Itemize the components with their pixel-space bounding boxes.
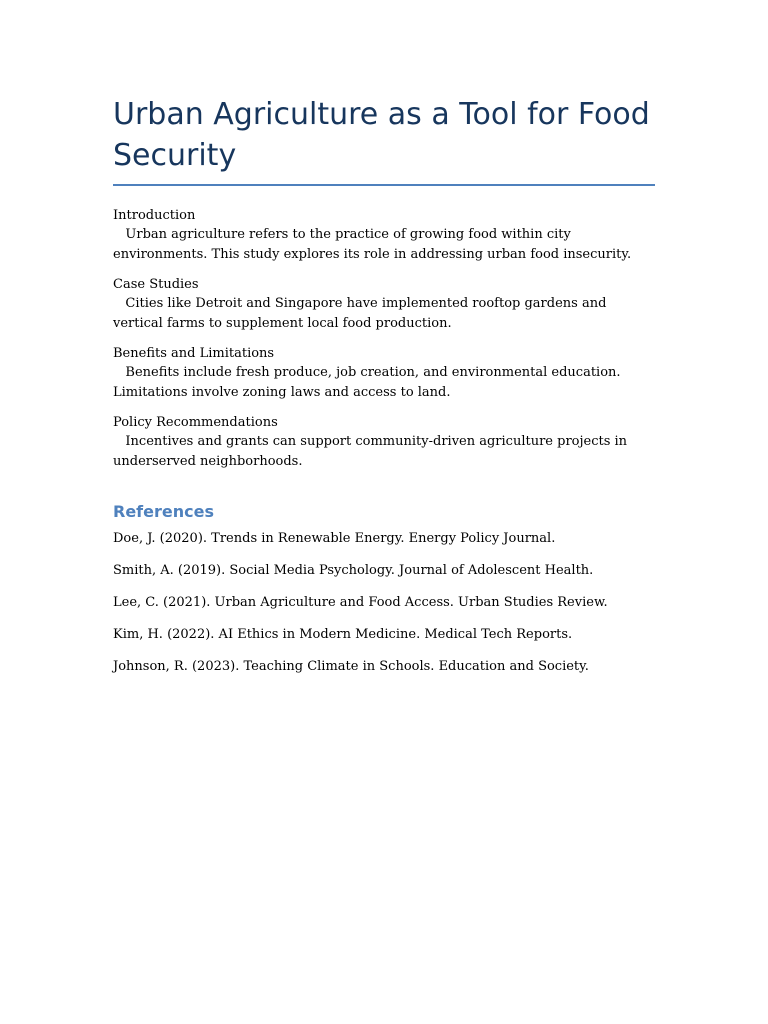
section-body: Benefits include fresh produce, job creation, and environmental education. Limitations involve zoning laws and access to land. bbox=[113, 365, 625, 400]
section-body: Incentives and grants can support community-driven agriculture projects in underserved neighborhoods. bbox=[113, 434, 632, 469]
document-title: Urban Agriculture as a Tool for Food Security bbox=[113, 94, 655, 186]
section-heading: Policy Recommendations bbox=[113, 415, 278, 430]
reference-item: Johnson, R. (2023). Teaching Climate in Schools. Education and Society. bbox=[113, 659, 589, 674]
reference-item: Doe, J. (2020). Trends in Renewable Energy. Energy Policy Journal. bbox=[113, 531, 556, 546]
section-introduction bbox=[113, 206, 655, 264]
section-heading: Benefits and Limitations bbox=[113, 346, 275, 361]
references-heading: References bbox=[113, 502, 214, 521]
section-body: Urban agriculture refers to the practice of growing food within city environments. This study explores its role in addressing urban food insecurity. bbox=[113, 227, 632, 262]
section-policy-recommendations bbox=[113, 413, 655, 471]
section-heading: Case Studies bbox=[113, 277, 199, 292]
sections bbox=[113, 206, 655, 471]
section-case-studies bbox=[113, 275, 655, 333]
reference-item: Kim, H. (2022). AI Ethics in Modern Medicine. Medical Tech Reports. bbox=[113, 627, 573, 642]
reference-item: Smith, A. (2019). Social Media Psychology. Journal of Adolescent Health. bbox=[113, 563, 594, 578]
section-benefits-limitations bbox=[113, 344, 655, 402]
reference-item: Lee, C. (2021). Urban Agriculture and Food Access. Urban Studies Review. bbox=[113, 595, 608, 610]
section-heading: Introduction bbox=[113, 208, 196, 223]
section-body: Cities like Detroit and Singapore have implemented rooftop gardens and vertical farms to supplement local food production. bbox=[113, 296, 611, 331]
references-list bbox=[113, 529, 655, 676]
document-content bbox=[113, 94, 655, 689]
